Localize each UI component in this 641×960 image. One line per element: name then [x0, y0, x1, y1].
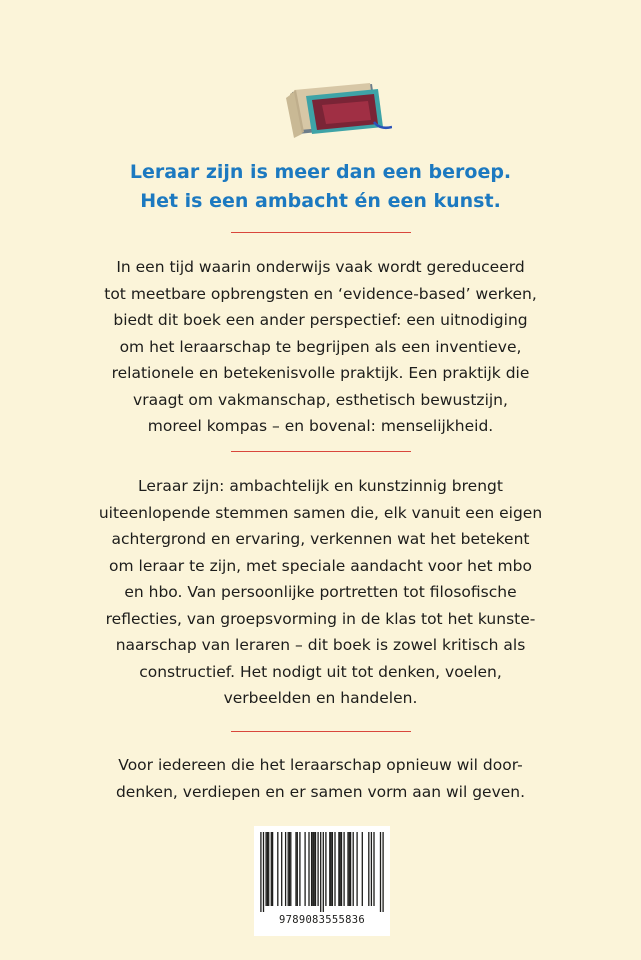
- paragraph-closing: [0, 752, 641, 805]
- barcode-bar: [371, 832, 372, 906]
- barcode-bar: [268, 832, 269, 906]
- isbn-barcode: [254, 826, 390, 936]
- paragraph-description: [0, 473, 641, 712]
- barcode-bar: [320, 832, 321, 912]
- barcode-bar: [297, 832, 298, 906]
- barcode-bar: [281, 832, 282, 906]
- barcode-bars: [254, 826, 390, 916]
- barcode-bar: [347, 832, 348, 906]
- barcode-bar: [271, 832, 272, 906]
- barcode-bar: [304, 832, 305, 906]
- barcode-bar: [312, 832, 313, 906]
- text-line: uiteenlopende stemmen samen die, elk vanuit een eigen: [98, 503, 543, 522]
- barcode-bar: [334, 832, 335, 906]
- paragraph-intro: [0, 254, 641, 440]
- barcode-bar: [263, 832, 264, 912]
- barcode-bar: [368, 832, 369, 906]
- tagline-line-1: Leraar zijn is meer dan een beroep.: [129, 161, 512, 183]
- barcode-bar: [267, 832, 268, 906]
- text-line: In een tijd waarin onderwijs vaak wordt gereduceerd: [116, 258, 525, 276]
- barcode-bar: [325, 832, 326, 906]
- tagline-line-2: Het is een ambacht én een kunst.: [140, 190, 501, 212]
- barcode-bar: [323, 832, 324, 912]
- barcode-bar: [353, 832, 354, 906]
- barcode-bar: [295, 832, 296, 906]
- barcode-bar: [356, 832, 357, 906]
- barcode-digits: 9789083555836: [278, 914, 366, 926]
- text-line: en hbo. Van persoonlijke portretten tot filosofische: [124, 583, 517, 601]
- barcode-bar: [260, 832, 261, 912]
- text-line: om het leraarschap te begrijpen als een inventieve,: [119, 337, 522, 356]
- barcode-bar: [338, 832, 339, 906]
- barcode-bar: [349, 832, 350, 906]
- barcode-bar: [288, 832, 289, 906]
- divider-3: [231, 731, 411, 732]
- barcode-bar: [272, 832, 273, 906]
- barcode-bar: [329, 832, 330, 906]
- barcode-bar: [332, 832, 333, 906]
- divider-2: [231, 451, 411, 452]
- text-line: Leraar zijn: ambachtelijk en kunstzinnig brengt: [138, 477, 503, 495]
- barcode-bar: [289, 832, 290, 906]
- text-line: vraagt om vakmanschap, esthetisch bewustzijn,: [133, 390, 508, 409]
- barcode-bar: [308, 832, 309, 906]
- text-line: tot meetbare opbrengsten en ‘evidence-based’ werken,: [104, 284, 537, 303]
- tagline: [0, 158, 641, 216]
- divider-1: [231, 232, 411, 233]
- barcode-bar: [362, 832, 363, 906]
- barcode-bar: [350, 832, 351, 906]
- text-line: Voor iedereen die het leraarschap opnieuw wil door-: [118, 756, 523, 774]
- barcode-bar: [290, 832, 291, 906]
- text-line: reflecties, van groepsvorming in de klas tot het kunste-: [105, 609, 536, 628]
- barcode-bar: [299, 832, 300, 906]
- text-line: denken, verdiepen en er samen vorm aan wil geven.: [115, 782, 526, 801]
- barcode-bar: [265, 832, 266, 906]
- barcode-bar: [285, 832, 286, 906]
- barcode-bar: [341, 832, 342, 906]
- barcode-bar: [340, 832, 341, 906]
- barcode-bar: [382, 832, 383, 912]
- barcode-bar: [373, 832, 374, 906]
- text-line: achtergrond en ervaring, verkennen wat het betekent: [111, 530, 530, 548]
- text-line: om leraar te zijn, met speciale aandacht voor het mbo: [109, 556, 532, 575]
- barcode-bar: [315, 832, 316, 906]
- barcode-bar: [330, 832, 331, 906]
- text-line: relationele en betekenisvolle praktijk. Een praktijk die: [111, 364, 530, 382]
- barcode-bar: [311, 832, 312, 906]
- open-book-illustration: [282, 80, 392, 140]
- text-line: biedt dit boek een ander perspectief: een uitnodiging: [113, 311, 528, 329]
- text-line: constructief. Het nodigt uit tot denken, voelen,: [139, 662, 502, 681]
- text-line: verbeelden en handelen.: [223, 689, 418, 707]
- barcode-bar: [380, 832, 381, 912]
- text-line: moreel kompas – en bovenal: menselijkheid.: [147, 417, 494, 435]
- barcode-bar: [343, 832, 344, 906]
- barcode-bar: [277, 832, 278, 906]
- text-line: naarschap van leraren – dit boek is zowel kritisch als: [115, 636, 526, 654]
- barcode-bar: [317, 832, 318, 906]
- barcode-bar: [314, 832, 315, 906]
